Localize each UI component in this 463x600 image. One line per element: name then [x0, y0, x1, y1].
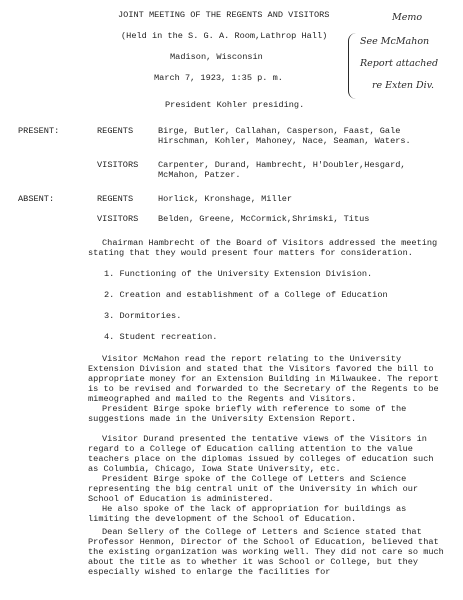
document-title: JOINT MEETING OF THE REGENTS AND VISITORS	[118, 10, 330, 20]
matter-item: 2. Creation and establishment of a College of Education	[104, 290, 388, 300]
present-regents-line1: Birge, Butler, Callahan, Casperson, Faast, Gale	[158, 126, 401, 136]
presiding-officer: President Kohler presiding.	[165, 100, 305, 110]
present-regents-label: REGENTS	[97, 126, 134, 136]
present-visitors-label: VISITORS	[97, 160, 139, 170]
handwritten-brace	[348, 33, 357, 99]
handwritten-re: re Exten Div.	[372, 80, 434, 91]
meeting-location: (Held in the S. G. A. Room,Lathrop Hall)	[121, 31, 328, 41]
paragraph-durand: Visitor Durand presented the tentative views of the Visitors in regard to a College of Education calling attention to the value teachers place on the diplomas issued by colleges of education such as Columbia, Chicago, Iowa State University, etc.	[88, 434, 434, 474]
paragraph-appropriation: He also spoke of the lack of appropriation for buildings as limiting the development of the School of Education.	[88, 504, 407, 524]
present-label: PRESENT:	[18, 126, 60, 136]
absent-regents: Horlick, Kronshage, Miller	[158, 194, 293, 204]
handwritten-see: See McMahon	[360, 36, 430, 47]
handwritten-memo: Memo	[392, 12, 423, 23]
meeting-city: Madison, Wisconsin	[170, 52, 263, 62]
absent-regents-label: REGENTS	[97, 194, 134, 204]
absent-label: ABSENT:	[18, 194, 55, 204]
absent-visitors: Belden, Greene, McCormick,Shrimski, Titus	[158, 214, 370, 224]
intro-paragraph: Chairman Hambrecht of the Board of Visitors addressed the meeting stating that they would present four matters for consideration.	[88, 238, 438, 258]
absent-visitors-label: VISITORS	[97, 214, 139, 224]
matter-item: 1. Functioning of the University Extension Division.	[104, 269, 373, 279]
paragraph-birge-college: President Birge spoke of the College of Letters and Science representing the big central unit of the University in which our School of Education is administered.	[88, 474, 419, 504]
matter-item: 4. Student recreation.	[104, 332, 218, 342]
matter-item: 3. Dormitories.	[104, 311, 182, 321]
present-visitors-line1: Carpenter, Durand, Hambrecht, H'Doubler,Hesgard,	[158, 160, 406, 170]
meeting-datetime: March 7, 1923, 1:35 p. m.	[154, 73, 283, 83]
handwritten-report: Report attached	[360, 58, 439, 69]
paragraph-sellery: Dean Sellery of the College of Letters and Science stated that Professor Henmon, Director of the School of Education, believed that the existing organization was working well. They did not care so much about the title as to whether it was School or College, but they especially wished to enlarge the facilities for	[88, 527, 444, 577]
present-regents-line2: Hirschman, Kohler, Mahoney, Nace, Seaman, Waters.	[158, 136, 411, 146]
paragraph-birge-report: President Birge spoke briefly with reference to some of the suggestions made in the University Extension Report.	[88, 404, 407, 424]
present-visitors-line2: McMahon, Patzer.	[158, 170, 241, 180]
paragraph-mcmahon: Visitor McMahon read the report relating to the University Extension Division and stated that the Visitors favored the bill to appropriate money for an Extension Building in Milwaukee. The report is to be revised and forwarded to the Secretary of the Regents to be mimeographed and mailed to the Regents and Visitors.	[88, 354, 439, 404]
